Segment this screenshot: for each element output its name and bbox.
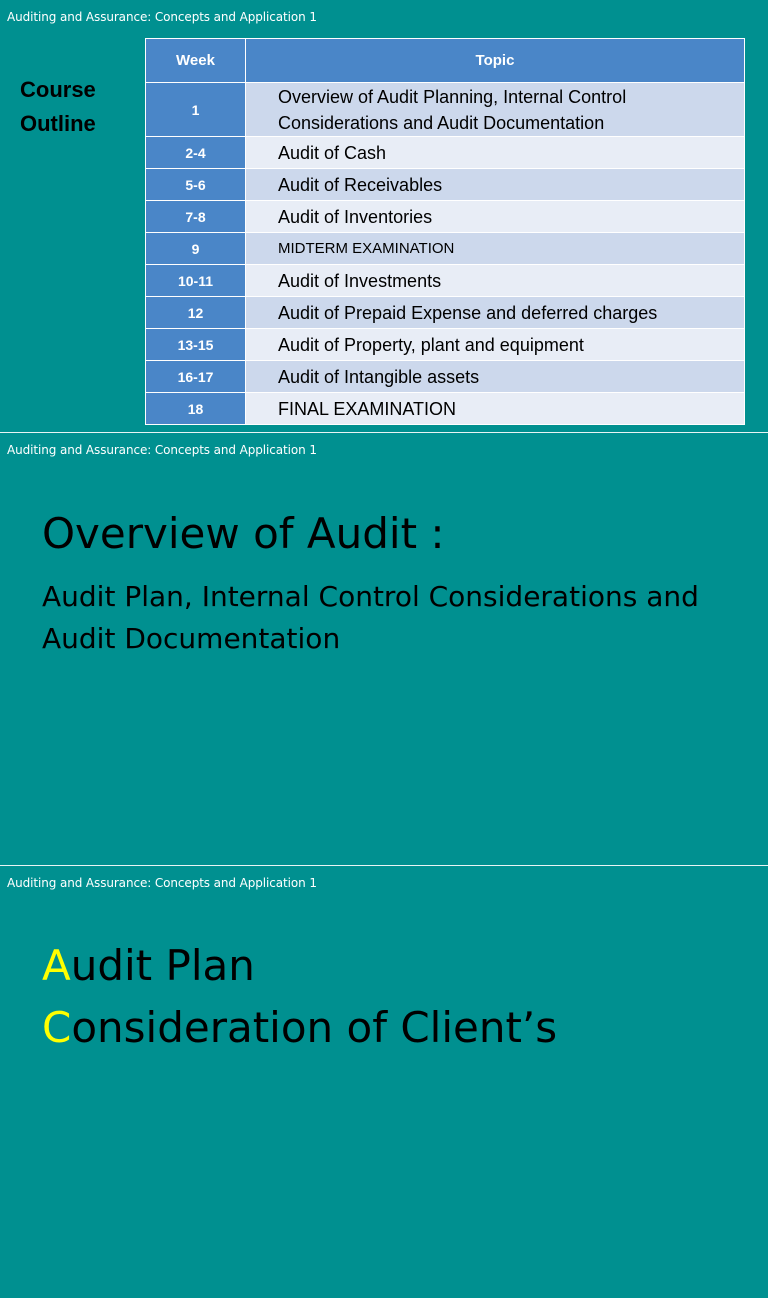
topic-cell: FINAL EXAMINATION — [246, 393, 745, 425]
topic-cell: Overview of Audit Planning, Internal Control Considerations and Audit Documentation — [246, 83, 745, 137]
slide-subtitle: Audit Plan, Internal Control Considerations and Audit Documentation — [42, 580, 699, 655]
week-cell: 9 — [146, 233, 246, 265]
table-row — [146, 393, 745, 425]
table-row — [146, 83, 745, 137]
slide-title: Overview of Audit : — [42, 509, 445, 558]
consideration-line — [42, 1003, 557, 1052]
slide-header: Auditing and Assurance: Concepts and Application 1 — [7, 443, 317, 457]
topic-cell: Audit of Property, plant and equipment — [246, 329, 745, 361]
table-row — [146, 201, 745, 233]
table-row — [146, 265, 745, 297]
week-cell: 10-11 — [146, 265, 246, 297]
table-row — [146, 233, 745, 265]
week-column-header: Week — [146, 39, 246, 83]
slide-audit-plan — [0, 866, 768, 1298]
line-text: udit Plan — [70, 941, 255, 990]
week-cell: 16-17 — [146, 361, 246, 393]
slide-header: Auditing and Assurance: Concepts and Application 1 — [7, 876, 317, 890]
outline-line-1: Course — [20, 77, 96, 102]
topic-cell: MIDTERM EXAMINATION — [246, 233, 745, 265]
topic-cell: Audit of Inventories — [246, 201, 745, 233]
course-outline-table — [145, 38, 745, 425]
highlight-initial: C — [42, 1003, 72, 1052]
week-cell: 12 — [146, 297, 246, 329]
topic-cell: Audit of Intangible assets — [246, 361, 745, 393]
table-row — [146, 137, 745, 169]
week-cell: 18 — [146, 393, 246, 425]
table-row — [146, 169, 745, 201]
topic-cell: Audit of Investments — [246, 265, 745, 297]
week-cell: 13-15 — [146, 329, 246, 361]
line-text: onsideration of Client’s — [71, 1003, 558, 1052]
table-row — [146, 329, 745, 361]
slide-header: Auditing and Assurance: Concepts and Application 1 — [7, 10, 317, 24]
topic-cell: Audit of Cash — [246, 137, 745, 169]
table-row — [146, 361, 745, 393]
week-cell: 5-6 — [146, 169, 246, 201]
topic-column-header: Topic — [246, 39, 745, 83]
highlight-initial: A — [42, 941, 71, 990]
week-cell: 7-8 — [146, 201, 246, 233]
table-header-row — [146, 39, 745, 83]
outline-line-2: Outline — [20, 111, 96, 136]
topic-cell: Audit of Prepaid Expense and deferred charges — [246, 297, 745, 329]
topic-cell: Audit of Receivables — [246, 169, 745, 201]
slide-course-outline — [0, 0, 768, 432]
week-cell: 1 — [146, 83, 246, 137]
course-outline-label — [20, 73, 96, 141]
slide-overview — [0, 433, 768, 865]
audit-plan-line — [42, 941, 255, 990]
week-cell: 2-4 — [146, 137, 246, 169]
table-row — [146, 297, 745, 329]
